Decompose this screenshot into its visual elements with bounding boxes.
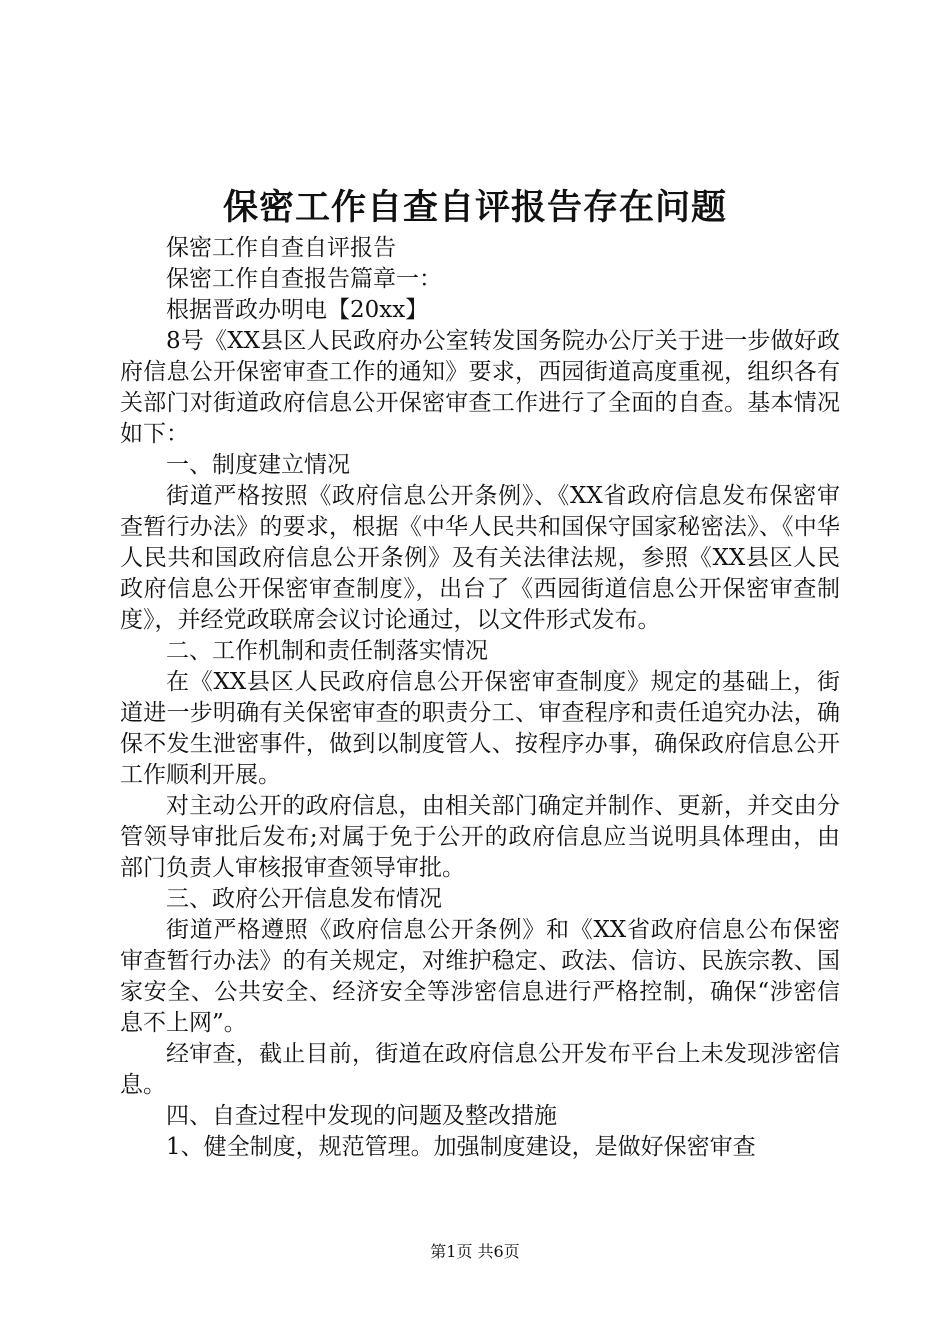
paragraph: 保密工作自查自评报告 bbox=[166, 235, 396, 261]
section-heading: 二、工作机制和责任制落实情况 bbox=[166, 638, 488, 664]
paragraph: 街道严格按照《政府信息公开条例》、《XX省政府信息发布保密审查暂行办法》的要求，根据《中华人民共和国保守国家秘密法》、《中华人民共和国政府信息公开条例》及有关法律法规，参照《XX县区人民政府信息公开保密审查制度》，出台了《西园街道信息公开保密审查制度》，并经党政联席会议讨论通过，以文件形式发布。 bbox=[120, 483, 840, 633]
paragraph: 在《XX县区人民政府信息公开保密审查制度》规定的基础上，街道进一步明确有关保密审查的职责分工、审查程序和责任追究办法，确保不发生泄密事件，做到以制度管人、按程序办事，确保政府信息公开工作顺利开展。 bbox=[120, 669, 840, 788]
paragraph: 街道严格遵照《政府信息公开条例》和《XX省政府信息公布保密审查暂行办法》的有关规定，对维护稳定、政法、信访、民族宗教、国家安全、公共安全、经济安全等涉密信息进行严格控制，确保“涉密信息不上网”。 bbox=[120, 917, 840, 1036]
section-heading: 三、政府公开信息发布情况 bbox=[166, 886, 442, 912]
document-body bbox=[120, 233, 840, 1163]
section-heading: 一、制度建立情况 bbox=[166, 452, 350, 478]
paragraph: 经审查，截止目前，街道在政府信息公开发布平台上未发现涉密信息。 bbox=[120, 1041, 840, 1098]
section-heading: 四、自查过程中发现的问题及整改措施 bbox=[166, 1103, 557, 1129]
paragraph: 1、健全制度，规范管理。加强制度建设，是做好保密审查 bbox=[166, 1134, 756, 1160]
document-title: 保密工作自查自评报告存在问题 bbox=[222, 187, 727, 228]
paragraph: 8号《XX县区人民政府办公室转发国务院办公厅关于进一步做好政府信息公开保密审查工作的通知》要求，西园街道高度重视，组织各有关部门对街道政府信息公开保密审查工作进行了全面的自查。基本情况如下： bbox=[120, 328, 840, 447]
paragraph: 根据晋政办明电【20xx】 bbox=[166, 297, 429, 323]
paragraph: 对主动公开的政府信息，由相关部门确定并制作、更新，并交由分管领导审批后发布;对属于免于公开的政府信息应当说明具体理由，由部门负责人审核报审查领导审批。 bbox=[120, 793, 840, 881]
paragraph: 保密工作自查报告篇章一： bbox=[166, 266, 442, 292]
page-number-footer: 第1页 共6页 bbox=[430, 1242, 520, 1261]
